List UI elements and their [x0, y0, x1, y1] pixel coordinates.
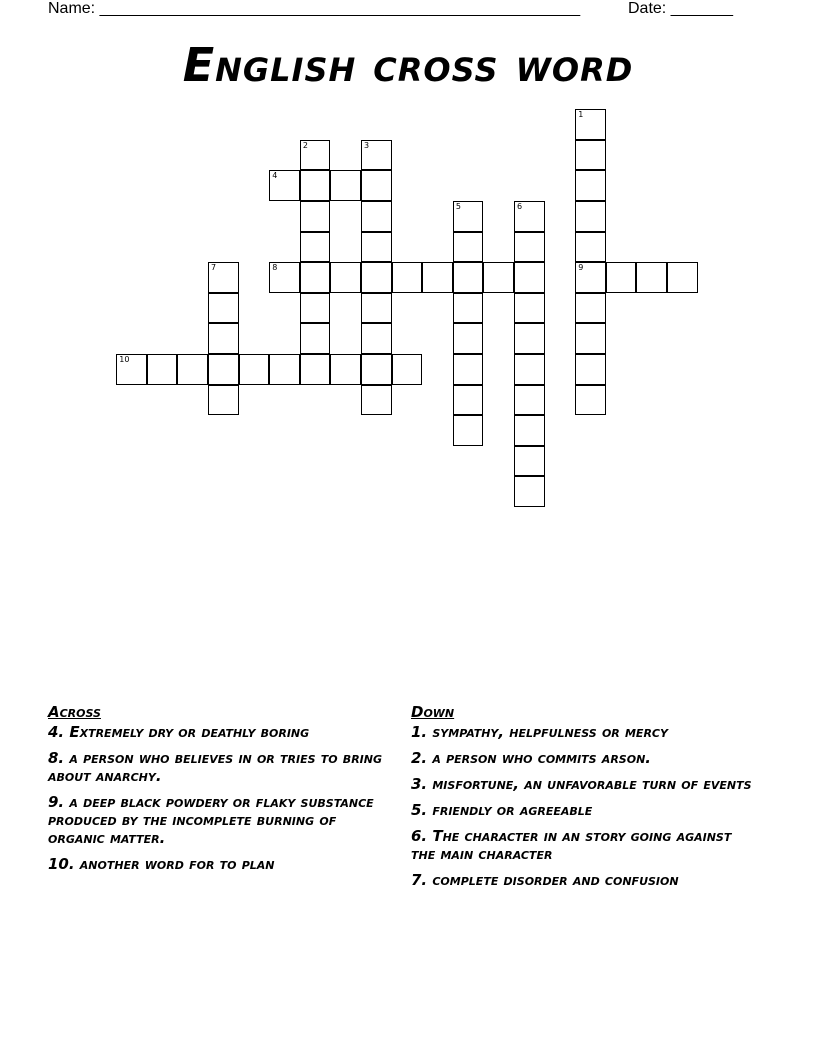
- page-title: English cross word: [182, 38, 634, 92]
- clue-down-1: 1. sympathy, helpfulness or mercy: [411, 723, 668, 741]
- grid-cell[interactable]: [269, 170, 300, 201]
- name-field[interactable]: Name: ______________________________________________________: [48, 0, 581, 17]
- clue-number: 6: [517, 202, 523, 212]
- grid-cell[interactable]: [483, 262, 514, 293]
- grid-cell[interactable]: [453, 415, 484, 446]
- grid-cell[interactable]: [208, 354, 239, 385]
- clue-number: 1: [578, 110, 584, 120]
- grid-cell[interactable]: [514, 232, 545, 263]
- down-heading: Down: [411, 703, 455, 721]
- grid-cell[interactable]: [300, 293, 331, 324]
- grid-cell[interactable]: [575, 354, 606, 385]
- grid-cell[interactable]: [361, 293, 392, 324]
- grid-cell[interactable]: [361, 262, 392, 293]
- clue-number: 8: [272, 263, 278, 273]
- grid-cell[interactable]: [453, 262, 484, 293]
- grid-cell[interactable]: [575, 293, 606, 324]
- grid-cell[interactable]: [514, 385, 545, 416]
- grid-cell[interactable]: [514, 323, 545, 354]
- grid-cell[interactable]: [269, 354, 300, 385]
- grid-cell[interactable]: [330, 354, 361, 385]
- grid-cell[interactable]: [208, 385, 239, 416]
- grid-cell[interactable]: [300, 323, 331, 354]
- grid-cell[interactable]: [453, 354, 484, 385]
- grid-cell[interactable]: [177, 354, 208, 385]
- clue-number: 2: [302, 140, 308, 150]
- clue-number: 5: [455, 202, 461, 212]
- grid-cell[interactable]: [453, 293, 484, 324]
- clue-down-3: 3. misfortune, an unfavorable turn of events: [411, 775, 752, 793]
- grid-cell[interactable]: [361, 201, 392, 232]
- grid-cell[interactable]: [208, 262, 239, 293]
- across-clues: [48, 703, 393, 881]
- grid-cell[interactable]: [575, 323, 606, 354]
- grid-cell[interactable]: [208, 293, 239, 324]
- grid-cell[interactable]: [361, 232, 392, 263]
- grid-cell[interactable]: [575, 201, 606, 232]
- grid-cell[interactable]: [453, 232, 484, 263]
- grid-cell[interactable]: [147, 354, 178, 385]
- clue-across-10: 10. another word for to plan: [48, 855, 275, 873]
- grid-cell[interactable]: [514, 201, 545, 232]
- grid-cell[interactable]: [514, 354, 545, 385]
- grid-cell[interactable]: [392, 262, 423, 293]
- clue-across-9: 9. a deep black powdery or flaky substance produced by the incomplete burning of organic matter.: [48, 793, 374, 847]
- grid-cell[interactable]: [575, 262, 606, 293]
- grid-cell[interactable]: [606, 262, 637, 293]
- grid-cell[interactable]: [361, 140, 392, 171]
- grid-cell[interactable]: [514, 415, 545, 446]
- grid-cell[interactable]: [208, 323, 239, 354]
- grid-cell[interactable]: [667, 262, 698, 293]
- grid-cell[interactable]: [575, 140, 606, 171]
- date-field[interactable]: Date: _______: [628, 0, 733, 17]
- grid-cell[interactable]: [514, 262, 545, 293]
- across-heading: Across: [48, 703, 101, 721]
- grid-cell[interactable]: [514, 446, 545, 477]
- grid-cell[interactable]: [330, 170, 361, 201]
- grid-cell[interactable]: [300, 140, 331, 171]
- clue-down-7: 7. complete disorder and confusion: [411, 871, 679, 889]
- down-clues: [411, 703, 756, 897]
- grid-cell[interactable]: [453, 201, 484, 232]
- clue-across-8: 8. a person who believes in or tries to bring about anarchy.: [48, 749, 382, 785]
- grid-cell[interactable]: [575, 109, 606, 140]
- grid-cell[interactable]: [300, 262, 331, 293]
- grid-cell[interactable]: [300, 201, 331, 232]
- grid-cell[interactable]: [361, 323, 392, 354]
- clue-across-4: 4. Extremely dry or deathly boring: [48, 723, 310, 741]
- grid-cell[interactable]: [422, 262, 453, 293]
- clue-number: 10: [119, 355, 130, 365]
- grid-cell[interactable]: [330, 262, 361, 293]
- clue-down-5: 5. friendly or agreeable: [411, 801, 593, 819]
- grid-cell[interactable]: [453, 323, 484, 354]
- grid-cell[interactable]: [361, 170, 392, 201]
- clue-number: 4: [272, 171, 278, 181]
- grid-cell[interactable]: [239, 354, 270, 385]
- clue-number: 3: [364, 140, 370, 150]
- grid-cell[interactable]: [361, 354, 392, 385]
- grid-cell[interactable]: [269, 262, 300, 293]
- clue-down-2: 2. a person who commits arson.: [411, 749, 651, 767]
- clue-down-6: 6. The character in an story going against the main character: [411, 827, 732, 863]
- grid-cell[interactable]: [300, 232, 331, 263]
- grid-cell[interactable]: [361, 385, 392, 416]
- grid-cell[interactable]: [575, 385, 606, 416]
- grid-cell[interactable]: [575, 232, 606, 263]
- grid-cell[interactable]: [514, 476, 545, 507]
- grid-cell[interactable]: [392, 354, 423, 385]
- grid-cell[interactable]: [300, 170, 331, 201]
- clue-number: 7: [211, 263, 217, 273]
- clue-number: 9: [578, 263, 584, 273]
- grid-cell[interactable]: [575, 170, 606, 201]
- grid-cell[interactable]: [453, 385, 484, 416]
- grid-cell[interactable]: [116, 354, 147, 385]
- grid-cell[interactable]: [300, 354, 331, 385]
- grid-cell[interactable]: [636, 262, 667, 293]
- grid-cell[interactable]: [514, 293, 545, 324]
